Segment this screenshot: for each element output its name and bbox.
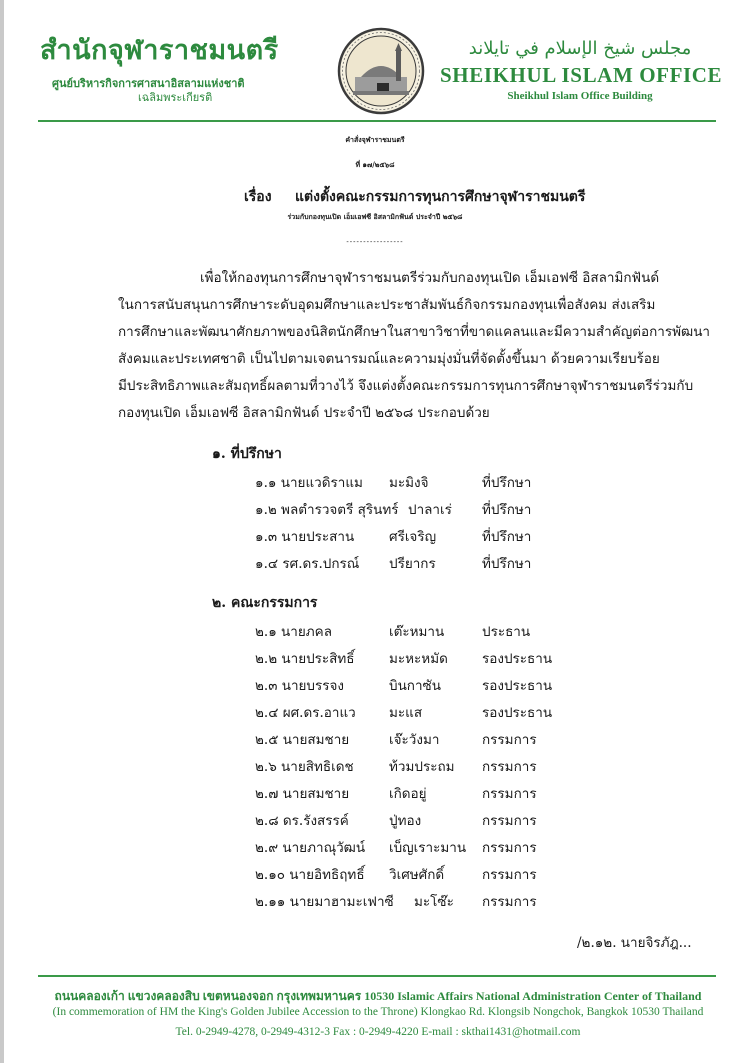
member-name: ๒.๙ นายภาณุวัฒน์	[255, 840, 366, 856]
member-surname: ท้วมประถม	[389, 759, 455, 775]
member-name: ๒.๗ นายสมชาย	[255, 786, 350, 802]
member-name: ๑.๒ พลตำรวจตรี สุรินทร์	[255, 502, 399, 518]
separator: -----------------	[346, 238, 404, 246]
member-role: รองประธาน	[482, 678, 553, 694]
office-building-name: Sheikhul Islam Office Building	[507, 90, 653, 102]
section-heading-committee: ๒. คณะกรรมการ	[212, 595, 318, 611]
body-line: กองทุนเปิด เอ็มเอฟซี อิสลามิกฟันด์ ประจำปี ๒๕๖๘ ประกอบด้วย	[118, 405, 490, 421]
subject-line-2: ร่วมกับกองทุนเปิด เอ็มเอฟซี อิสลามิกฟันด์ ประจำปี ๒๕๖๘	[287, 212, 463, 221]
member-role: ที่ปรึกษา	[482, 475, 532, 491]
header-divider	[38, 120, 716, 122]
member-role: กรรมการ	[482, 732, 537, 748]
body-line: ในการสนับสนุนการศึกษาระดับอุดมศึกษาและประชาสัมพันธ์กิจกรรมกองทุนเพื่อสังคม ส่งเสริม	[118, 297, 656, 313]
member-surname: มะมิงจิ	[389, 475, 429, 491]
member-name: ๒.๑๐ นายอิทธิฤทธิ์	[255, 867, 365, 883]
footer-divider	[38, 975, 716, 977]
member-surname: ปู่ทอง	[389, 813, 422, 829]
mosque-seal-icon	[337, 27, 425, 115]
body-line: มีประสิทธิภาพและสัมฤทธิ์ผลตามที่วางไว้ จึงแต่งตั้งคณะกรรมการทุนการศึกษาจุฬาราชมนตรีร่วมกับ	[118, 378, 694, 394]
footer-contact: Tel. 0-2949-4278, 0-2949-4312-3 Fax : 0-2949-4220 E-mail : skthai1431@hotmail.com	[175, 1026, 581, 1038]
header-thai-block	[40, 28, 330, 105]
member-role: รองประธาน	[482, 651, 553, 667]
member-role: รองประธาน	[482, 705, 553, 721]
subject-label: เรื่อง	[244, 189, 272, 205]
office-thai-title: สำนักจุฬาราชมนตรี	[40, 35, 279, 66]
member-name: ๒.๓ นายบรรจง	[255, 678, 345, 694]
member-name: ๑.๔ รศ.ดร.ปกรณ์	[255, 556, 360, 572]
office-english-title: SHEIKHUL ISLAM OFFICE	[440, 63, 723, 87]
member-name: ๒.๘ ดร.รังสรรค์	[255, 813, 349, 829]
member-name: ๒.๑๑ นายมาฮามะเฟาซี	[255, 894, 394, 910]
member-surname: เต๊ะหมาน	[389, 624, 445, 640]
office-thai-subtitle: ศูนย์บริหารกิจการศาสนาอิสลามแห่งชาติ	[52, 77, 245, 90]
office-arabic-title: مجلس شيخ الإسلام في تايلاند	[468, 38, 692, 59]
member-name: ๒.๕ นายสมชาย	[255, 732, 350, 748]
member-role: กรรมการ	[482, 894, 537, 910]
body-line: การศึกษาและพัฒนาศักยภาพของนิสิตนักศึกษาในสาขาวิชาที่ขาดแคลนและมีความสำคัญต่อการพัฒนา	[118, 324, 711, 340]
member-surname: ปรียากร	[389, 556, 436, 572]
member-role: ที่ปรึกษา	[482, 556, 532, 572]
section-heading-advisors: ๑. ที่ปรึกษา	[212, 446, 282, 462]
member-name: ๑.๑ นายแวดิราแม	[255, 475, 363, 491]
member-role: ประธาน	[482, 624, 531, 640]
body-line: เพื่อให้กองทุนการศึกษาจุฬาราชมนตรีร่วมกับกองทุนเปิด เอ็มเอฟซี อิสลามิกฟันด์	[200, 270, 660, 286]
member-name: ๒.๒ นายประสิทธิ์	[255, 651, 355, 667]
member-name: ๒.๖ นายสิทธิเดช	[255, 759, 354, 775]
member-surname: วิเศษศักดิ์	[389, 867, 445, 883]
subject-line-1: แต่งตั้งคณะกรรมการทุนการศึกษาจุฬาราชมนตรี	[295, 189, 586, 205]
member-role: กรรมการ	[482, 786, 537, 802]
member-surname: ปาลาเร่	[408, 502, 452, 518]
member-role: ที่ปรึกษา	[482, 502, 532, 518]
member-surname: ศรีเจริญ	[389, 529, 437, 545]
member-surname: เกิดอยู่	[389, 786, 427, 802]
footer-commemoration: (In commemoration of HM the King's Golden Jubilee Accession to the Throne) Klongkao Rd. Klongsib Nongchok, Bangkok 10530 Thailand	[52, 1006, 704, 1018]
order-title: คำสั่งจุฬาราชมนตรี	[345, 135, 405, 144]
member-name: ๒.๑ นายภคล	[255, 624, 332, 640]
member-name: ๒.๔ ผศ.ดร.อาแว	[255, 705, 356, 721]
body-line: สังคมและประเทศชาติ เป็นไปตามเจตนารมณ์และความมุ่งมั่นที่จัดตั้งขึ้นมา ด้วยความเรียบร้อย	[118, 351, 660, 367]
order-number: ที่ ๑๗/๒๕๖๘	[355, 160, 395, 169]
member-surname: มะแส	[389, 705, 423, 721]
member-surname: เจ๊ะวังมา	[389, 732, 440, 748]
member-role: กรรมการ	[482, 759, 537, 775]
continuation-note: /๒.๑๒. นายจิรภัฎ...	[577, 935, 692, 951]
member-role: กรรมการ	[482, 813, 537, 829]
member-surname: บินกาซัน	[389, 678, 441, 694]
member-surname: มะหะหมัด	[389, 651, 448, 667]
member-name: ๑.๓ นายประสาน	[255, 529, 355, 545]
member-role: กรรมการ	[482, 840, 537, 856]
member-role: กรรมการ	[482, 867, 537, 883]
member-surname: เบ็ญเราะมาน	[389, 840, 467, 856]
header-english-block	[440, 38, 723, 102]
footer-address: ถนนคลองเก้า แขวงคลองสิบ เขตหนองจอก กรุงเทพมหานคร 10530 Islamic Affairs National Administration Center of Thailand	[54, 989, 702, 1003]
office-thai-subtitle-2: เฉลิมพระเกียรติ	[138, 91, 213, 104]
member-role: ที่ปรึกษา	[482, 529, 532, 545]
member-surname: มะโซ๊ะ	[414, 894, 454, 910]
